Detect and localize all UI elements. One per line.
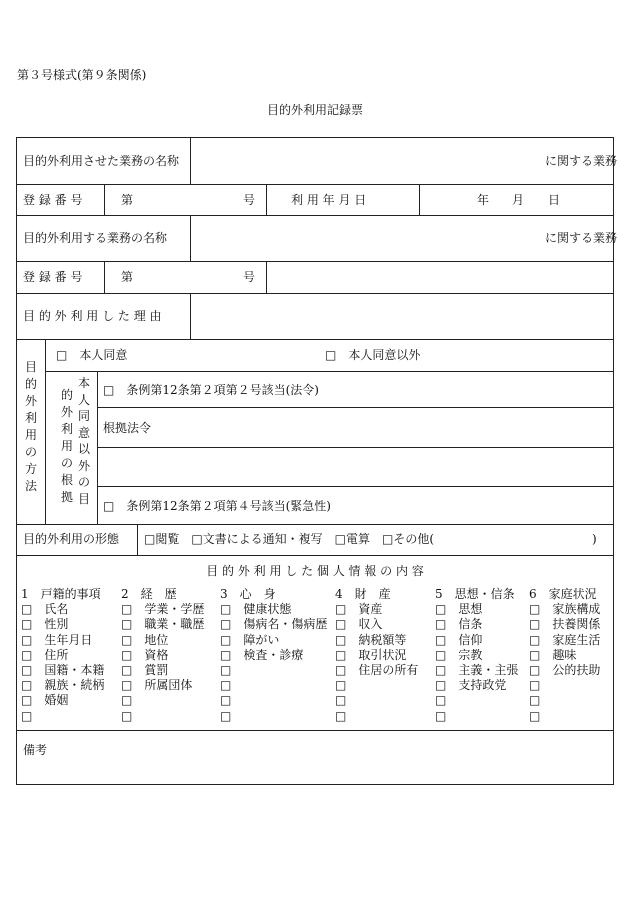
row4-label: 登 録 番 号 (23, 270, 83, 284)
row2-year: 年 (477, 193, 490, 207)
info-item-checkbox[interactable]: □ 学業・学歴 (121, 602, 205, 617)
law-item-checkbox[interactable]: □ 条例第12条第２項第２号該当(法令) (103, 383, 319, 397)
info-item-checkbox[interactable]: □ (335, 693, 347, 708)
method-side-char: 方 (24, 462, 37, 476)
row2-month: 月 (512, 193, 525, 207)
form-options[interactable]: □閲覧 □文書による通知・複写 □電算 □その他( (144, 532, 435, 546)
info-item-checkbox[interactable]: □ (529, 693, 541, 708)
info-item-checkbox[interactable]: □ 収入 (335, 617, 383, 632)
info-category-column (529, 587, 600, 724)
info-item-checkbox[interactable]: □ (21, 708, 33, 723)
row3-label: 目的外利用する業務の名称 (23, 231, 168, 245)
info-category-header: 3 心 身 (220, 587, 276, 601)
info-item-checkbox[interactable]: □ (121, 693, 133, 708)
info-item-checkbox[interactable]: □ 住所 (21, 647, 69, 662)
info-category-column (435, 587, 518, 724)
form-options-close: ) (592, 532, 597, 546)
info-item-checkbox[interactable]: □ 所属団体 (121, 678, 193, 693)
row3-suffix: に関する業務 (545, 231, 618, 245)
basis-col2-char: 外 (77, 458, 90, 473)
basis-col1-char: 利 (60, 422, 73, 436)
basis-col1-char: 的 (60, 388, 73, 402)
method-side-char: 利 (24, 411, 37, 425)
info-item-checkbox[interactable]: □ (121, 708, 133, 723)
row4-go: 号 (243, 270, 256, 284)
row2-day: 日 (548, 193, 561, 207)
info-item-checkbox[interactable]: □ 宗教 (435, 647, 483, 662)
row5-label: 目 的 外 利 用 し た 理 由 (23, 309, 162, 323)
record-form-table (16, 137, 618, 785)
info-item-checkbox[interactable]: □ 信条 (435, 617, 483, 632)
law-basis-label: 根拠法令 (103, 421, 152, 435)
non-consent-checkbox[interactable]: □ 本人同意以外 (325, 348, 421, 362)
info-item-checkbox[interactable]: □ 性別 (21, 617, 69, 632)
basis-col2-char: 以 (77, 442, 90, 456)
form-number: 第３号様式(第９条関係) (17, 68, 147, 82)
info-item-checkbox[interactable]: □ (220, 708, 232, 723)
row4-dai: 第 (121, 270, 134, 284)
info-item-checkbox[interactable]: □ 国籍・本籍 (21, 663, 105, 678)
info-item-checkbox[interactable]: □ 健康状態 (220, 602, 292, 617)
basis-col1-char: 外 (60, 405, 73, 419)
basis-label-col1 (60, 387, 74, 506)
info-category-header: 1 戸籍的事項 (21, 587, 101, 601)
info-item-checkbox[interactable]: □ 住居の所有 (335, 663, 419, 678)
basis-col2-char: の (77, 475, 90, 489)
info-item-checkbox[interactable]: □ 扶養関係 (529, 617, 601, 632)
method-side-char: 用 (24, 428, 37, 442)
info-category-header: 2 経 歴 (121, 587, 177, 601)
row2-label: 登 録 番 号 (23, 193, 83, 207)
basis-label-col2 (77, 375, 91, 507)
basis-col1-char: 根 (60, 473, 73, 487)
form-label: 目的外利用の形態 (23, 532, 120, 546)
info-category-header: 6 家庭状況 (529, 587, 597, 601)
info-item-checkbox[interactable]: □ 納税額等 (335, 632, 407, 647)
info-item-checkbox[interactable]: □ 親族・続柄 (21, 678, 105, 693)
method-side-char: 外 (24, 394, 37, 408)
info-item-checkbox[interactable]: □ 趣味 (529, 647, 577, 662)
basis-col2-char: 人 (77, 392, 90, 407)
info-category-column (121, 587, 204, 724)
method-side-char: 法 (24, 479, 37, 493)
info-item-checkbox[interactable]: □ 検査・診療 (220, 647, 304, 662)
info-item-checkbox[interactable]: □ 取引状況 (335, 647, 407, 662)
info-item-checkbox[interactable]: □ (435, 708, 447, 723)
info-item-checkbox[interactable]: □ (220, 663, 232, 678)
info-item-checkbox[interactable]: □ 氏名 (21, 602, 69, 617)
info-item-checkbox[interactable]: □ 資格 (121, 647, 169, 662)
info-item-checkbox[interactable]: □ 地位 (121, 632, 169, 647)
remarks-label: 備考 (23, 743, 48, 757)
info-item-checkbox[interactable]: □ 思想 (435, 602, 483, 617)
info-category-header: 5 思想・信条 (435, 587, 515, 601)
info-item-checkbox[interactable]: □ 家庭生活 (529, 632, 601, 647)
row2-dai: 第 (121, 193, 134, 207)
row1-suffix: に関する業務 (545, 154, 618, 168)
row1-label: 目的外利用させた業務の名称 (23, 154, 180, 168)
info-item-checkbox[interactable]: □ (335, 678, 347, 693)
info-item-checkbox[interactable]: □ (220, 678, 232, 693)
info-item-checkbox[interactable]: □ 支持政党 (435, 678, 507, 693)
method-side-char: 的 (24, 377, 37, 391)
row2-go: 号 (243, 193, 256, 207)
info-item-checkbox[interactable]: □ 家族構成 (529, 602, 601, 617)
method-side-label (24, 359, 38, 495)
info-item-checkbox[interactable]: □ 賞罰 (121, 663, 169, 678)
info-item-checkbox[interactable]: □ (220, 693, 232, 708)
info-item-checkbox[interactable]: □ 主義・主張 (435, 663, 519, 678)
basis-col2-char: 目 (77, 491, 90, 506)
document-title: 目的外利用記録票 (266, 103, 363, 117)
basis-col2-char: 同 (77, 409, 90, 423)
info-item-checkbox[interactable]: □ 公的扶助 (529, 663, 601, 678)
personal-info-title: 目 的 外 利 用 し た 個 人 情 報 の 内 容 (206, 564, 424, 578)
method-side-char: 目 (24, 360, 37, 374)
info-item-checkbox[interactable]: □ 障がい (220, 632, 280, 647)
info-item-checkbox[interactable]: □ (529, 708, 541, 723)
info-item-checkbox[interactable]: □ 資産 (335, 602, 383, 617)
method-side-char: の (24, 445, 37, 459)
urgent-item-checkbox[interactable]: □ 条例第12条第２項第４号該当(緊急性) (103, 499, 331, 513)
info-category-column (335, 587, 418, 724)
basis-col2-char: 意 (77, 425, 90, 440)
basis-col1-char: の (60, 456, 73, 470)
info-item-checkbox[interactable]: □ 信仰 (435, 632, 483, 647)
info-item-checkbox[interactable]: □ 傷病名・傷病歴 (220, 617, 328, 632)
info-category-column (21, 587, 104, 724)
info-category-column (220, 587, 327, 724)
info-item-checkbox[interactable]: □ 婚姻 (21, 693, 69, 708)
row2-date-label: 利 用 年 月 日 (291, 193, 367, 207)
info-item-checkbox[interactable]: □ (435, 693, 447, 708)
info-item-checkbox[interactable]: □ (335, 708, 347, 723)
consent-checkbox[interactable]: □ 本人同意 (56, 348, 128, 362)
basis-col2-char: 本 (77, 376, 90, 390)
info-item-checkbox[interactable]: □ 職業・職歴 (121, 617, 205, 632)
basis-col1-char: 用 (60, 439, 73, 453)
info-item-checkbox[interactable]: □ 生年月日 (21, 632, 93, 647)
basis-col1-char: 拠 (60, 490, 73, 504)
info-category-header: 4 財 産 (335, 587, 391, 601)
info-item-checkbox[interactable]: □ (529, 678, 541, 693)
